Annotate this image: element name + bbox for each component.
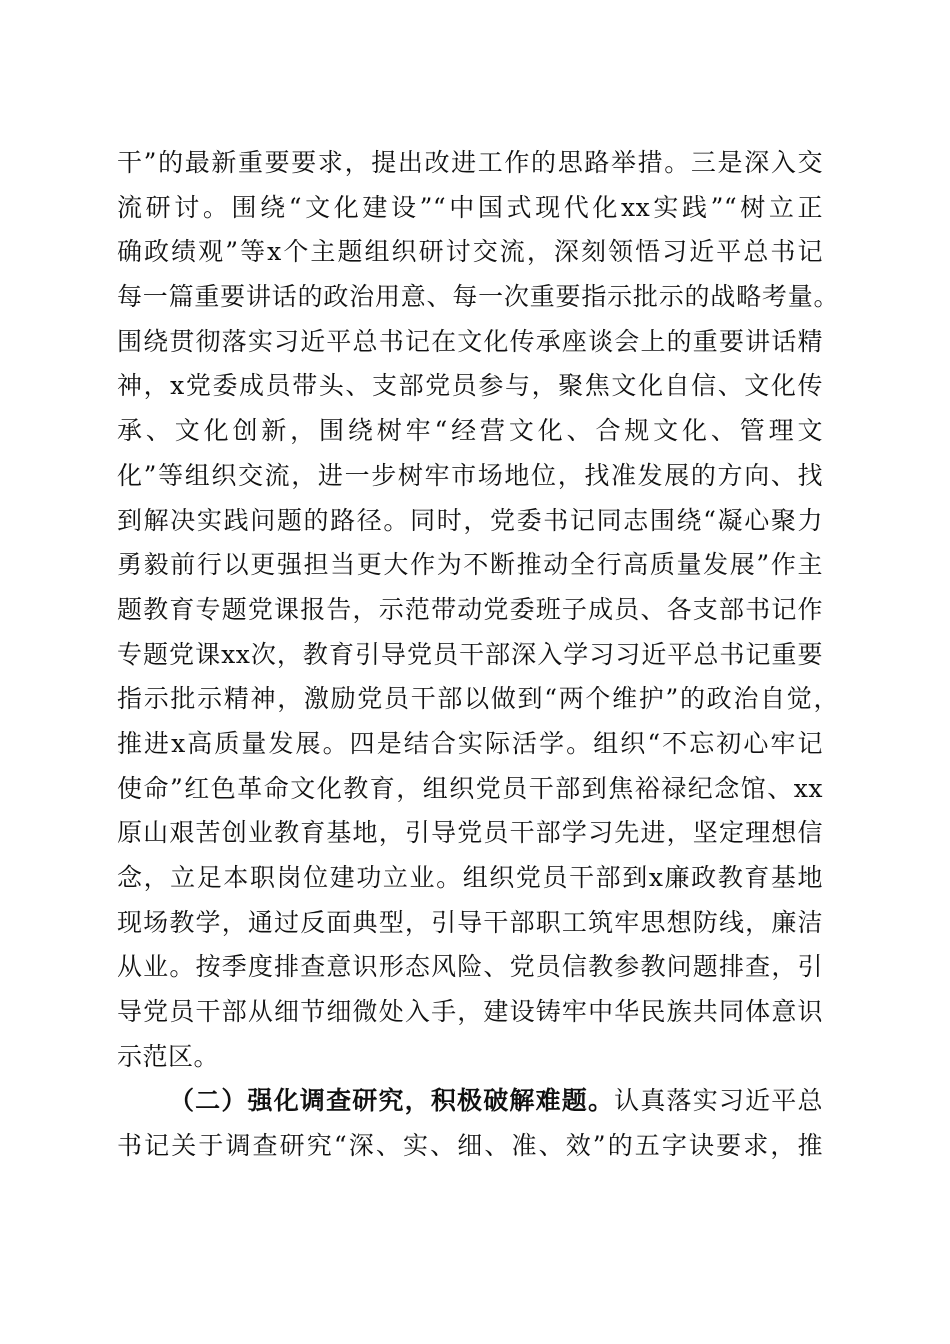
text-line: 推进x高质量发展。四是结合实际活学。组织“不忘初心牢记 — [117, 728, 823, 758]
text-line: 承、文化创新，围绕树牢“经营文化、合规文化、管理文 — [117, 416, 823, 446]
text-line: 示范区。 — [117, 1041, 220, 1071]
text-line: 原山艰苦创业教育基地，引导党员干部学习先进，坚定理想信 — [117, 818, 823, 848]
text-line: 念，立足本职岗位建功立业。组织党员干部到x廉政教育基地 — [117, 863, 823, 892]
section-heading-line — [117, 1079, 823, 1124]
text-line: 神，x党委成员带头、支部党员参与，聚焦文化自信、文化传 — [117, 371, 823, 401]
text-line: 现场教学，通过反面典型，引导干部职工筑牢思想防线，廉洁 — [117, 907, 823, 937]
text-line: 使命”红色革命文化教育，组织党员干部到焦裕禄纪念馆、xx — [117, 773, 823, 803]
section-text: 认真落实习近平总 — [614, 1086, 823, 1116]
text-line: 围绕贯彻落实习近平总书记在文化传承座谈会上的重要讲话精 — [117, 326, 823, 356]
text-line: 指示批示精神，激励党员干部以做到“两个维护”的政治自觉， — [117, 684, 839, 714]
text-line: 勇毅前行以更强担当更大作为不断推动全行高质量发展”作主 — [117, 550, 823, 580]
text-line: 确政绩观”等x个主题组织研讨交流，深刻领悟习近平总书记 — [117, 237, 823, 267]
text-line: 题教育专题党课报告，示范带动党委班子成员、各支部书记作 — [117, 594, 823, 624]
text-line: 导党员干部从细节细微处入手，建设铸牢中华民族共同体意识 — [117, 997, 823, 1027]
text-line: 到解决实践问题的路径。同时，党委书记同志围绕“凝心聚力 — [117, 505, 823, 535]
text-line: 每一篇重要讲话的政治用意、每一次重要指示批示的战略考量。 — [117, 282, 839, 312]
text-line: 干”的最新重要要求，提出改进工作的思路举措。三是深入交 — [117, 148, 823, 177]
document-body — [117, 141, 839, 1169]
text-line: 流研讨。围绕“文化建设”“中国式现代化xx实践”“树立正 — [117, 192, 823, 222]
text-line: 从业。按季度排查意识形态风险、党员信教参教问题排查，引 — [117, 952, 823, 982]
text-line: 专题党课xx次，教育引导党员干部深入学习习近平总书记重要 — [117, 639, 823, 669]
section-heading: （二）强化调查研究，积极破解难题。 — [169, 1086, 615, 1116]
text-line: 书记关于调查研究“深、实、细、准、效”的五字诀要求，推 — [117, 1131, 823, 1161]
text-line: 化”等组织交流，进一步树牢市场地位，找准发展的方向、找 — [117, 460, 823, 490]
